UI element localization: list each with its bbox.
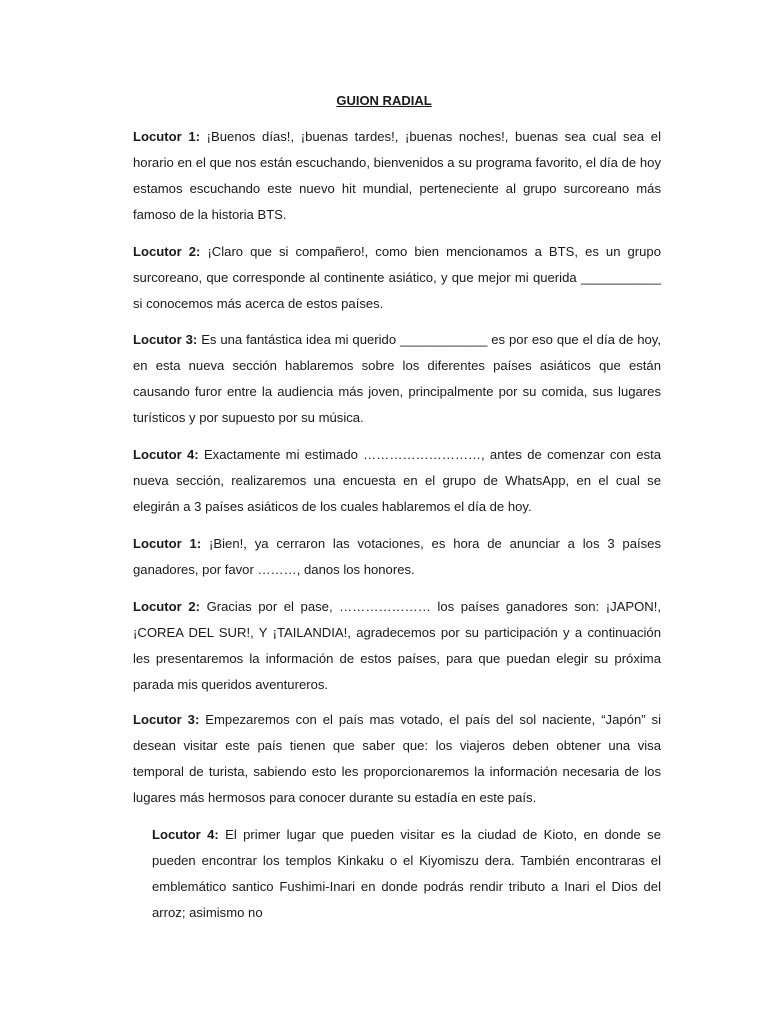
dialogue-paragraph (133, 594, 661, 698)
dialogue-text: Es una fantástica idea mi querido ____________ es por eso que el día de hoy, en esta nueva sección hablaremos sobre los diferentes países asiáticos que están causando furor entre la audiencia más joven, principalmente por su comida, sus lugares turísticos y por supuesto por su música. (133, 332, 662, 425)
dialogue-text: Exactamente mi estimado ………………………, antes de comenzar con esta nueva sección, realizaremos una encuesta en el grupo de WhatsApp, en el cual se elegirán a 3 países asiáticos de los cuales hablaremos el día de hoy. (133, 447, 661, 514)
speaker-label: Locutor 1: (133, 536, 202, 551)
dialogue-text: ¡Claro que si compañero!, como bien mencionamos a BTS, es un grupo surcoreano, que corresponde al continente asiático, y que mejor mi querida ___________ si conocemos más acerca de estos países. (133, 244, 661, 311)
document-title: GUION RADIAL (336, 93, 432, 108)
speaker-label: Locutor 2: (133, 599, 200, 614)
dialogue-paragraph (133, 239, 661, 317)
speaker-label: Locutor 4: (133, 447, 199, 462)
dialogue-text: El primer lugar que pueden visitar es la ciudad de Kioto, en donde se pueden encontrar los templos Kinkaku o el Kiyomiszu dera. También encontraras el emblemático santico Fushimi-Inari en donde podrás rendir tributo a Inari el Dios del arroz; asimismo no (152, 827, 661, 920)
speaker-label: Locutor 3: (133, 712, 200, 727)
speaker-label: Locutor 1: (133, 129, 201, 144)
dialogue-paragraph (133, 327, 661, 431)
dialogue-text: Gracias por el pase, ………………… los países ganadores son: ¡JAPON!, ¡COREA DEL SUR!, Y ¡TAILANDIA!, agradecemos por su participación y a continuación les presentaremos la información de estos países, para que puedan elegir su próxima parada mis queridos aventureros. (133, 599, 661, 692)
dialogue-paragraph (133, 531, 661, 583)
speaker-label: Locutor 2: (133, 244, 201, 259)
dialogue-paragraph (133, 124, 661, 228)
dialogue-text: Empezaremos con el país mas votado, el país del sol naciente, “Japón” si desean visitar este país tienen que saber que: los viajeros deben obtener una visa temporal de turista, sabiendo esto les proporcionaremos la información necesaria de los lugares más hermosos para conocer durante su estadía en este país. (133, 712, 661, 805)
dialogue-text: ¡Buenos días!, ¡buenas tardes!, ¡buenas noches!, buenas sea cual sea el horario en el que nos están escuchando, bienvenidos a su programa favorito, el día de hoy estamos escuchando este nuevo hit mundial, perteneciente al grupo surcoreano más famoso de la historia BTS. (133, 129, 661, 222)
speaker-label: Locutor 4: (152, 827, 219, 842)
dialogue-paragraph (152, 822, 661, 926)
dialogue-text: ¡Bien!, ya cerraron las votaciones, es hora de anunciar a los 3 países ganadores, por favor ………, danos los honores. (133, 536, 662, 577)
speaker-label: Locutor 3: (133, 332, 198, 347)
dialogue-paragraph (133, 707, 661, 811)
dialogue-paragraph (133, 442, 661, 520)
